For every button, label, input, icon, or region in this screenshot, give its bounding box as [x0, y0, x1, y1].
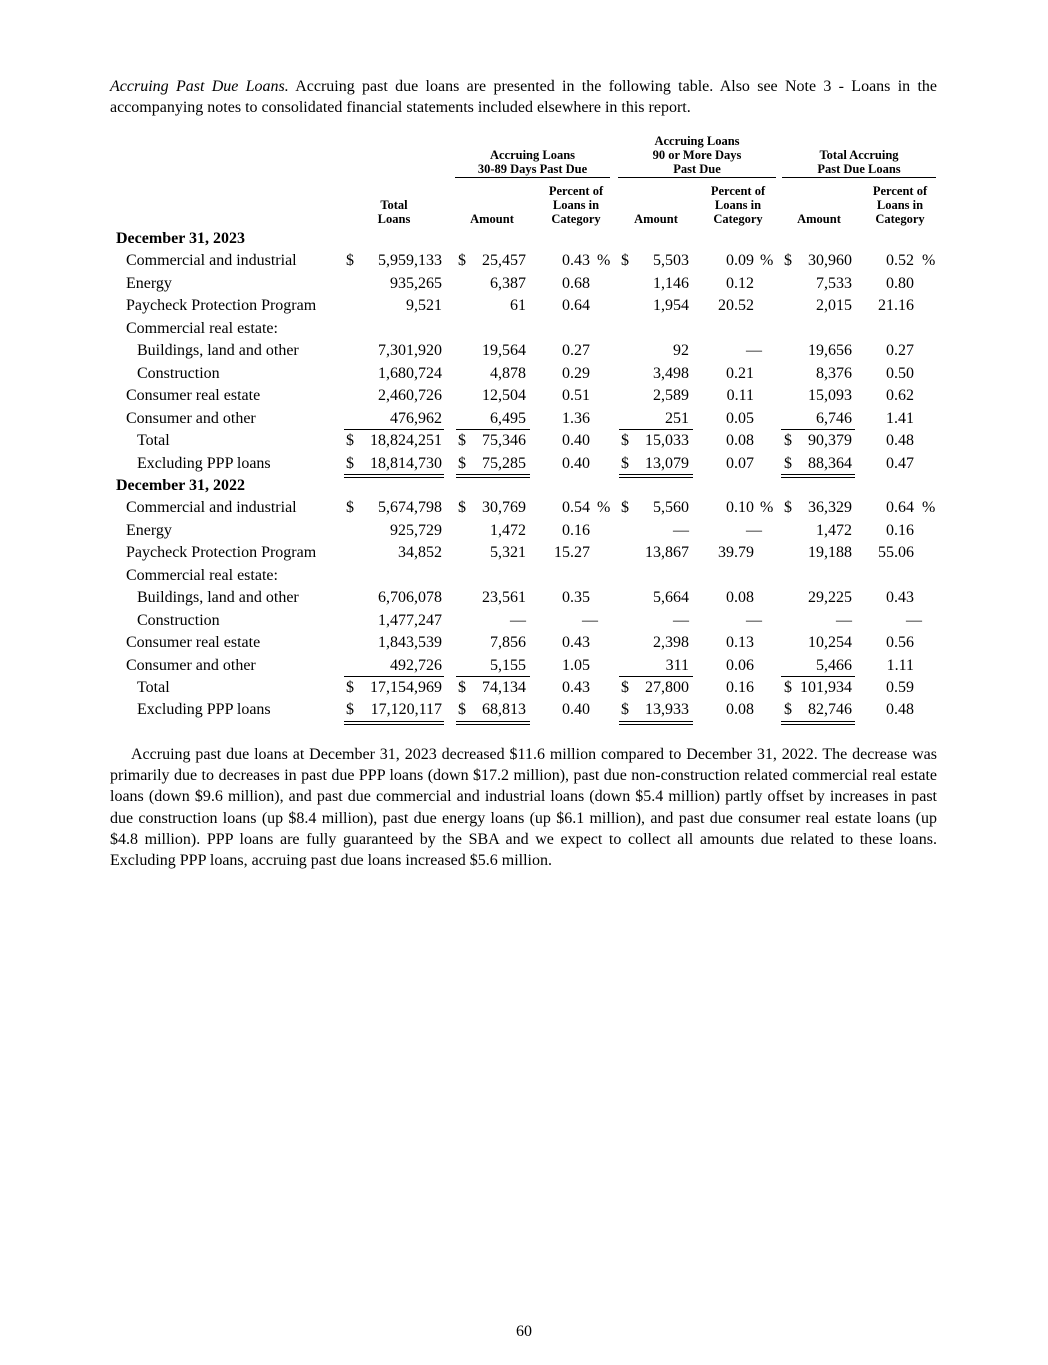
cell-total: 34,852 [398, 544, 442, 562]
table-row [0, 587, 1048, 609]
cell-a1: 5,155 [490, 656, 526, 674]
cell-p2: 0.12 [726, 274, 754, 292]
col-header-total-loans [346, 198, 442, 226]
cell-a1: 75,285 [482, 454, 526, 472]
row-label: Energy [126, 274, 172, 292]
page-number: 60 [516, 1323, 532, 1340]
cell-p3: 0.47 [886, 454, 914, 472]
cell-a1: 75,346 [482, 432, 526, 450]
cell-p2: 0.05 [726, 409, 754, 427]
section-date: December 31, 2022 [116, 476, 245, 494]
cell-a3: 88,364 [808, 454, 852, 472]
percent-sign: % [922, 252, 936, 270]
cell-p1: 0.43 [562, 679, 590, 696]
dollar-sign: $ [346, 432, 354, 450]
intro-paragraph [110, 76, 937, 118]
group-title-line1: Total Accruing [819, 148, 899, 162]
cell-total: 17,120,117 [370, 701, 442, 719]
col-header-line1: Total [380, 198, 408, 212]
dollar-sign: $ [346, 454, 354, 472]
percent-sign: % [597, 499, 611, 517]
cell-a2: 2,398 [653, 634, 689, 652]
cell-p1: 0.40 [562, 454, 590, 472]
table-row [0, 497, 1048, 519]
cell-a3: 36,329 [808, 499, 852, 517]
table-row [0, 453, 1048, 475]
col-header-line1: Percent of [710, 184, 766, 198]
group-header-30-89 [455, 148, 610, 176]
cell-p1: 1.36 [562, 409, 590, 427]
percent-sign: % [597, 252, 611, 270]
percent-sign: % [760, 499, 774, 517]
cell-p2: 0.07 [726, 454, 754, 472]
col-header-line2: Loans in [876, 198, 924, 212]
cell-a1: 12,504 [482, 387, 526, 405]
table-row [0, 542, 1048, 564]
row-label: Buildings, land and other [137, 342, 299, 360]
col-header-amount-1 [456, 212, 528, 226]
dollar-sign: $ [346, 252, 354, 270]
cell-p1: 0.29 [562, 364, 590, 382]
cell-p1: 0.64 [562, 297, 590, 315]
cell-a3: 19,656 [808, 342, 852, 360]
cell-a2: — [673, 611, 689, 629]
cell-a3: 5,466 [816, 656, 852, 674]
cell-a1: 68,813 [482, 701, 526, 719]
group-rule-30-89 [455, 177, 610, 178]
section-date: December 31, 2023 [116, 230, 245, 247]
dollar-sign: $ [784, 679, 792, 696]
dollar-sign: $ [458, 454, 466, 472]
cell-a3: 29,225 [808, 589, 852, 607]
cell-p1: 0.43 [562, 634, 590, 652]
group-header-total-accruing [782, 148, 936, 176]
dollar-sign: $ [346, 499, 354, 517]
table-row [0, 520, 1048, 542]
row-label: Commercial and industrial [126, 252, 297, 270]
col-header-amount-2 [620, 212, 692, 226]
cell-p3: 0.43 [886, 589, 914, 607]
cell-a3: 6,746 [816, 409, 852, 427]
cell-total: 18,814,730 [370, 454, 442, 472]
percent-sign: % [760, 252, 774, 270]
section-header-row [0, 475, 1048, 497]
cell-p1: 1.05 [562, 656, 590, 674]
cell-p2: 20.52 [718, 297, 754, 315]
table-row [0, 565, 1048, 587]
cell-p1: 0.40 [562, 432, 590, 450]
cell-a2: 5,664 [653, 589, 689, 607]
cell-a3: 7,533 [816, 274, 852, 292]
cell-p1: 15.27 [554, 544, 590, 562]
dollar-sign: $ [621, 499, 629, 517]
cell-p1: 0.40 [562, 701, 590, 719]
cell-a1: 6,495 [490, 409, 526, 427]
cell-a1: 7,856 [490, 634, 526, 652]
cell-a2: 27,800 [645, 679, 689, 696]
row-label: Paycheck Protection Program [126, 544, 317, 562]
cell-total: 1,843,539 [378, 634, 442, 652]
cell-a3: 90,379 [808, 432, 852, 450]
cell-a2: 251 [665, 409, 689, 427]
row-label: Commercial real estate: [126, 319, 278, 337]
table-row [0, 632, 1048, 654]
cell-p2: 0.16 [726, 679, 754, 696]
group-rule-90-plus [618, 177, 776, 178]
cell-p3: 21.16 [878, 297, 914, 315]
cell-p2: 0.13 [726, 634, 754, 652]
cell-total: 17,154,969 [370, 679, 442, 696]
cell-p3: 0.50 [886, 364, 914, 382]
cell-a2: 13,867 [645, 544, 689, 562]
cell-p3: 1.41 [886, 409, 914, 427]
dollar-sign: $ [346, 701, 354, 719]
col-header-line2: Loans in [552, 198, 600, 212]
table-row [0, 318, 1048, 340]
cell-p2: 0.09 [726, 252, 754, 270]
cell-a2: 13,933 [645, 701, 689, 719]
cell-p3: 0.48 [886, 701, 914, 719]
cell-total: 476,962 [390, 409, 442, 427]
cell-p2: 39.79 [718, 544, 754, 562]
cell-a3: 82,746 [808, 701, 852, 719]
cell-p2: 0.06 [726, 656, 754, 674]
cell-a2: 1,954 [653, 297, 689, 315]
group-title-line3: Past Due [673, 162, 721, 176]
cell-p2: 0.11 [726, 387, 754, 405]
dollar-sign: $ [458, 499, 466, 517]
cell-a2: 311 [665, 656, 689, 674]
cell-a3: 101,934 [800, 679, 852, 696]
cell-a3: 1,472 [816, 521, 852, 539]
cell-p2: — [746, 611, 762, 629]
cell-a1: 30,769 [482, 499, 526, 517]
total-double-rule [344, 721, 444, 725]
dollar-sign: $ [784, 252, 792, 270]
dollar-sign: $ [458, 432, 466, 450]
col-header-line3: Category [551, 212, 601, 226]
row-label: Construction [137, 611, 220, 629]
cell-p2: — [746, 521, 762, 539]
cell-p3: 0.56 [886, 634, 914, 652]
col-header-line3: Category [875, 212, 925, 226]
cell-p3: 0.27 [886, 342, 914, 360]
cell-a2: 13,079 [645, 454, 689, 472]
dollar-sign: $ [621, 679, 629, 696]
cell-p3: 0.62 [886, 387, 914, 405]
cell-total: 925,729 [390, 521, 442, 539]
col-header-percent-3 [864, 184, 936, 226]
total-double-rule [781, 721, 855, 725]
table-row [0, 699, 1048, 721]
intro-lead: Accruing Past Due Loans. [110, 78, 289, 95]
row-label: Commercial real estate: [126, 566, 278, 584]
group-header-90-plus [618, 134, 776, 176]
cell-a2: 3,498 [653, 364, 689, 382]
total-double-rule [619, 721, 693, 725]
group-rule-total-accruing [782, 177, 936, 178]
cell-a3: — [836, 611, 852, 629]
cell-p1: 0.54 [562, 499, 590, 517]
table-row [0, 363, 1048, 385]
cell-total: 2,460,726 [378, 387, 442, 405]
table-row [0, 408, 1048, 430]
cell-a1: 4,878 [490, 364, 526, 382]
dollar-sign: $ [458, 252, 466, 270]
cell-a1: 61 [510, 297, 526, 315]
dollar-sign: $ [621, 252, 629, 270]
col-header-line2: Loans [377, 212, 411, 226]
cell-a1: 74,134 [482, 679, 526, 696]
row-label: Buildings, land and other [137, 589, 299, 607]
col-header-line3: Category [713, 212, 763, 226]
cell-p1: 0.68 [562, 274, 590, 292]
row-label: Construction [137, 364, 220, 382]
cell-a3: 2,015 [816, 297, 852, 315]
cell-total: 1,477,247 [378, 611, 442, 629]
cell-total: 1,680,724 [378, 364, 442, 382]
cell-a1: 25,457 [482, 252, 526, 270]
cell-p3: 0.80 [886, 274, 914, 292]
table-row [0, 340, 1048, 362]
percent-sign: % [922, 499, 936, 517]
cell-a2: 5,503 [653, 252, 689, 270]
cell-a3: 19,188 [808, 544, 852, 562]
cell-a3: 8,376 [816, 364, 852, 382]
cell-p3: 0.52 [886, 252, 914, 270]
cell-total: 492,726 [390, 656, 442, 674]
cell-p3: 0.48 [886, 432, 914, 450]
cell-total: 7,301,920 [378, 342, 442, 360]
intro-text: Accruing past due loans are presented in the following table. Also see Note 3 - Loans in the accompanying notes to consolidated financial statements included elsewhere in this report. [110, 78, 938, 117]
cell-p1: 0.43 [562, 252, 590, 270]
section-header-row [0, 228, 1048, 250]
cell-total: 5,674,798 [378, 499, 442, 517]
col-header-line1: Percent of [548, 184, 604, 198]
row-label: Consumer and other [126, 656, 256, 674]
cell-p3: 55.06 [878, 544, 914, 562]
col-header-line1: Percent of [872, 184, 928, 198]
dollar-sign: $ [621, 432, 629, 450]
cell-a1: 19,564 [482, 342, 526, 360]
row-label: Total [137, 432, 170, 450]
table-row [0, 273, 1048, 295]
table-row [0, 677, 1048, 699]
group-title-line2: Past Due Loans [817, 162, 901, 176]
group-title-line2: 30-89 Days Past Due [477, 162, 588, 176]
cell-a1: 23,561 [482, 589, 526, 607]
dollar-sign: $ [784, 499, 792, 517]
table-row [0, 250, 1048, 272]
cell-a1: 5,321 [490, 544, 526, 562]
cell-p1: — [582, 611, 598, 629]
cell-total: 935,265 [390, 274, 442, 292]
cell-p2: 0.08 [726, 701, 754, 719]
cell-p3: — [906, 611, 922, 629]
cell-p2: 0.08 [726, 432, 754, 450]
row-label: Total [137, 679, 170, 696]
cell-total: 18,824,251 [370, 432, 442, 450]
cell-total: 6,706,078 [378, 589, 442, 607]
dollar-sign: $ [784, 454, 792, 472]
dollar-sign: $ [458, 679, 466, 696]
cell-a3: 30,960 [808, 252, 852, 270]
cell-p1: 0.16 [562, 521, 590, 539]
cell-a2: 92 [673, 342, 689, 360]
summary-paragraph: Accruing past due loans at December 31, 2023 decreased $11.6 million compared to December 31, 2022. The decrease was primarily due to decreases in past due PPP loans (down $17.2 million), past due non-construction related commercial real estate loans (down $9.6 million), and past due commercial and industrial loans (down $5.4 million) partly offset by increases in past due construction loans (up $8.4 million), past due energy loans (up $6.1 million), and past due consumer real estate loans (up $4.8 million). PPP loans are fully guaranteed by the SBA and we expect to collect all amounts due related to these loans. Excluding PPP loans, accruing past due loans increased $5.6 million. [110, 746, 937, 870]
cell-a2: 1,146 [653, 274, 689, 292]
col-header-line2: Loans in [714, 198, 762, 212]
col-header-amount-text: Amount [470, 212, 514, 226]
total-double-rule [456, 721, 530, 725]
table-row [0, 430, 1048, 452]
cell-a2: — [673, 521, 689, 539]
cell-p2: 0.10 [726, 499, 754, 517]
cell-a3: 15,093 [808, 387, 852, 405]
cell-p3: 0.64 [886, 499, 914, 517]
row-label: Energy [126, 521, 172, 539]
table-row [0, 295, 1048, 317]
cell-p3: 1.11 [886, 656, 914, 674]
cell-p2: 0.08 [726, 589, 754, 607]
dollar-sign: $ [346, 679, 354, 696]
dollar-sign: $ [458, 701, 466, 719]
col-header-amount-text: Amount [634, 212, 678, 226]
cell-p3: 0.16 [886, 521, 914, 539]
table-row [0, 655, 1048, 677]
col-header-percent-2 [702, 184, 774, 226]
cell-p1: 0.35 [562, 589, 590, 607]
cell-p2: 0.21 [726, 364, 754, 382]
cell-a3: 10,254 [808, 634, 852, 652]
group-title-line2: 90 or More Days [652, 148, 742, 162]
cell-a2: 15,033 [645, 432, 689, 450]
row-label: Paycheck Protection Program [126, 297, 317, 315]
row-label: Consumer and other [126, 409, 256, 427]
col-header-amount-text: Amount [797, 212, 841, 226]
cell-a1: — [510, 611, 526, 629]
cell-total: 5,959,133 [378, 252, 442, 270]
row-label: Excluding PPP loans [137, 701, 271, 719]
dollar-sign: $ [784, 432, 792, 450]
dollar-sign: $ [621, 701, 629, 719]
row-label: Excluding PPP loans [137, 454, 271, 472]
col-header-percent-1 [540, 184, 612, 226]
cell-p1: 0.51 [562, 387, 590, 405]
cell-p1: 0.27 [562, 342, 590, 360]
col-header-amount-3 [783, 212, 855, 226]
dollar-sign: $ [621, 454, 629, 472]
table-row [0, 610, 1048, 632]
cell-total: 9,521 [406, 297, 442, 315]
cell-a1: 6,387 [490, 274, 526, 292]
cell-p3: 0.59 [886, 679, 914, 696]
row-label: Commercial and industrial [126, 499, 297, 517]
group-title-line1: Accruing Loans [654, 134, 740, 148]
group-title-line1: Accruing Loans [489, 148, 576, 162]
row-label: Consumer real estate [126, 634, 261, 652]
table-row [0, 385, 1048, 407]
row-label: Consumer real estate [126, 387, 261, 405]
cell-a2: 2,589 [653, 387, 689, 405]
cell-p2: — [746, 342, 762, 360]
cell-a2: 5,560 [653, 499, 689, 517]
cell-a1: 1,472 [490, 521, 526, 539]
dollar-sign: $ [784, 701, 792, 719]
